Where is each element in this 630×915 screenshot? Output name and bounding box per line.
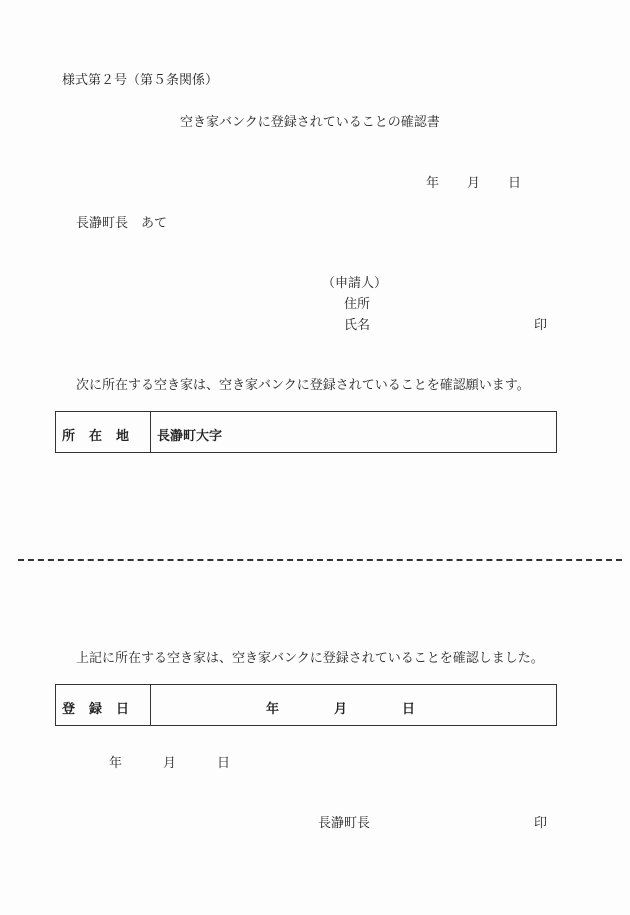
- date-top-day: 日: [508, 176, 522, 191]
- location-box: [55, 411, 557, 453]
- registration-label: [56, 685, 151, 725]
- location-value: 長瀞町大字: [157, 429, 223, 444]
- registration-day: 日: [402, 702, 416, 717]
- registration-label-char: 日: [116, 702, 130, 717]
- addressee: 長瀞町長 あて: [76, 216, 168, 231]
- registration-year: 年: [266, 702, 280, 717]
- date-bottom-month: 月: [163, 756, 177, 771]
- registration-label-char: 録: [89, 702, 103, 717]
- mayor-seal: 印: [534, 816, 548, 831]
- date-bottom-year: 年: [109, 756, 123, 771]
- location-label-char: 所: [62, 429, 76, 444]
- registration-box: [55, 684, 557, 726]
- applicant-heading: （申請人）: [322, 276, 388, 291]
- document-title: 空き家バンクに登録されていることの確認書: [180, 115, 440, 130]
- applicant-seal: 印: [534, 318, 548, 333]
- date-bottom-day: 日: [217, 756, 231, 771]
- location-label: [56, 412, 151, 452]
- location-label-char: 在: [89, 429, 103, 444]
- form-number: 様式第２号（第５条関係）: [62, 73, 219, 88]
- registration-label-char: 登: [62, 702, 76, 717]
- request-text: 次に所在する空き家は、空き家バンクに登録されていることを確認願います。: [76, 378, 530, 393]
- location-label-char: 地: [116, 429, 130, 444]
- cut-line: [18, 559, 622, 561]
- mayor-title: 長瀞町長: [318, 816, 371, 831]
- applicant-name-label: 氏名: [344, 318, 371, 333]
- date-top-year: 年: [426, 176, 440, 191]
- confirm-text: 上記に所在する空き家は、空き家バンクに登録されていることを確認しました。: [76, 651, 544, 666]
- date-top-month: 月: [467, 176, 481, 191]
- applicant-address-label: 住所: [344, 297, 371, 312]
- registration-month: 月: [334, 702, 348, 717]
